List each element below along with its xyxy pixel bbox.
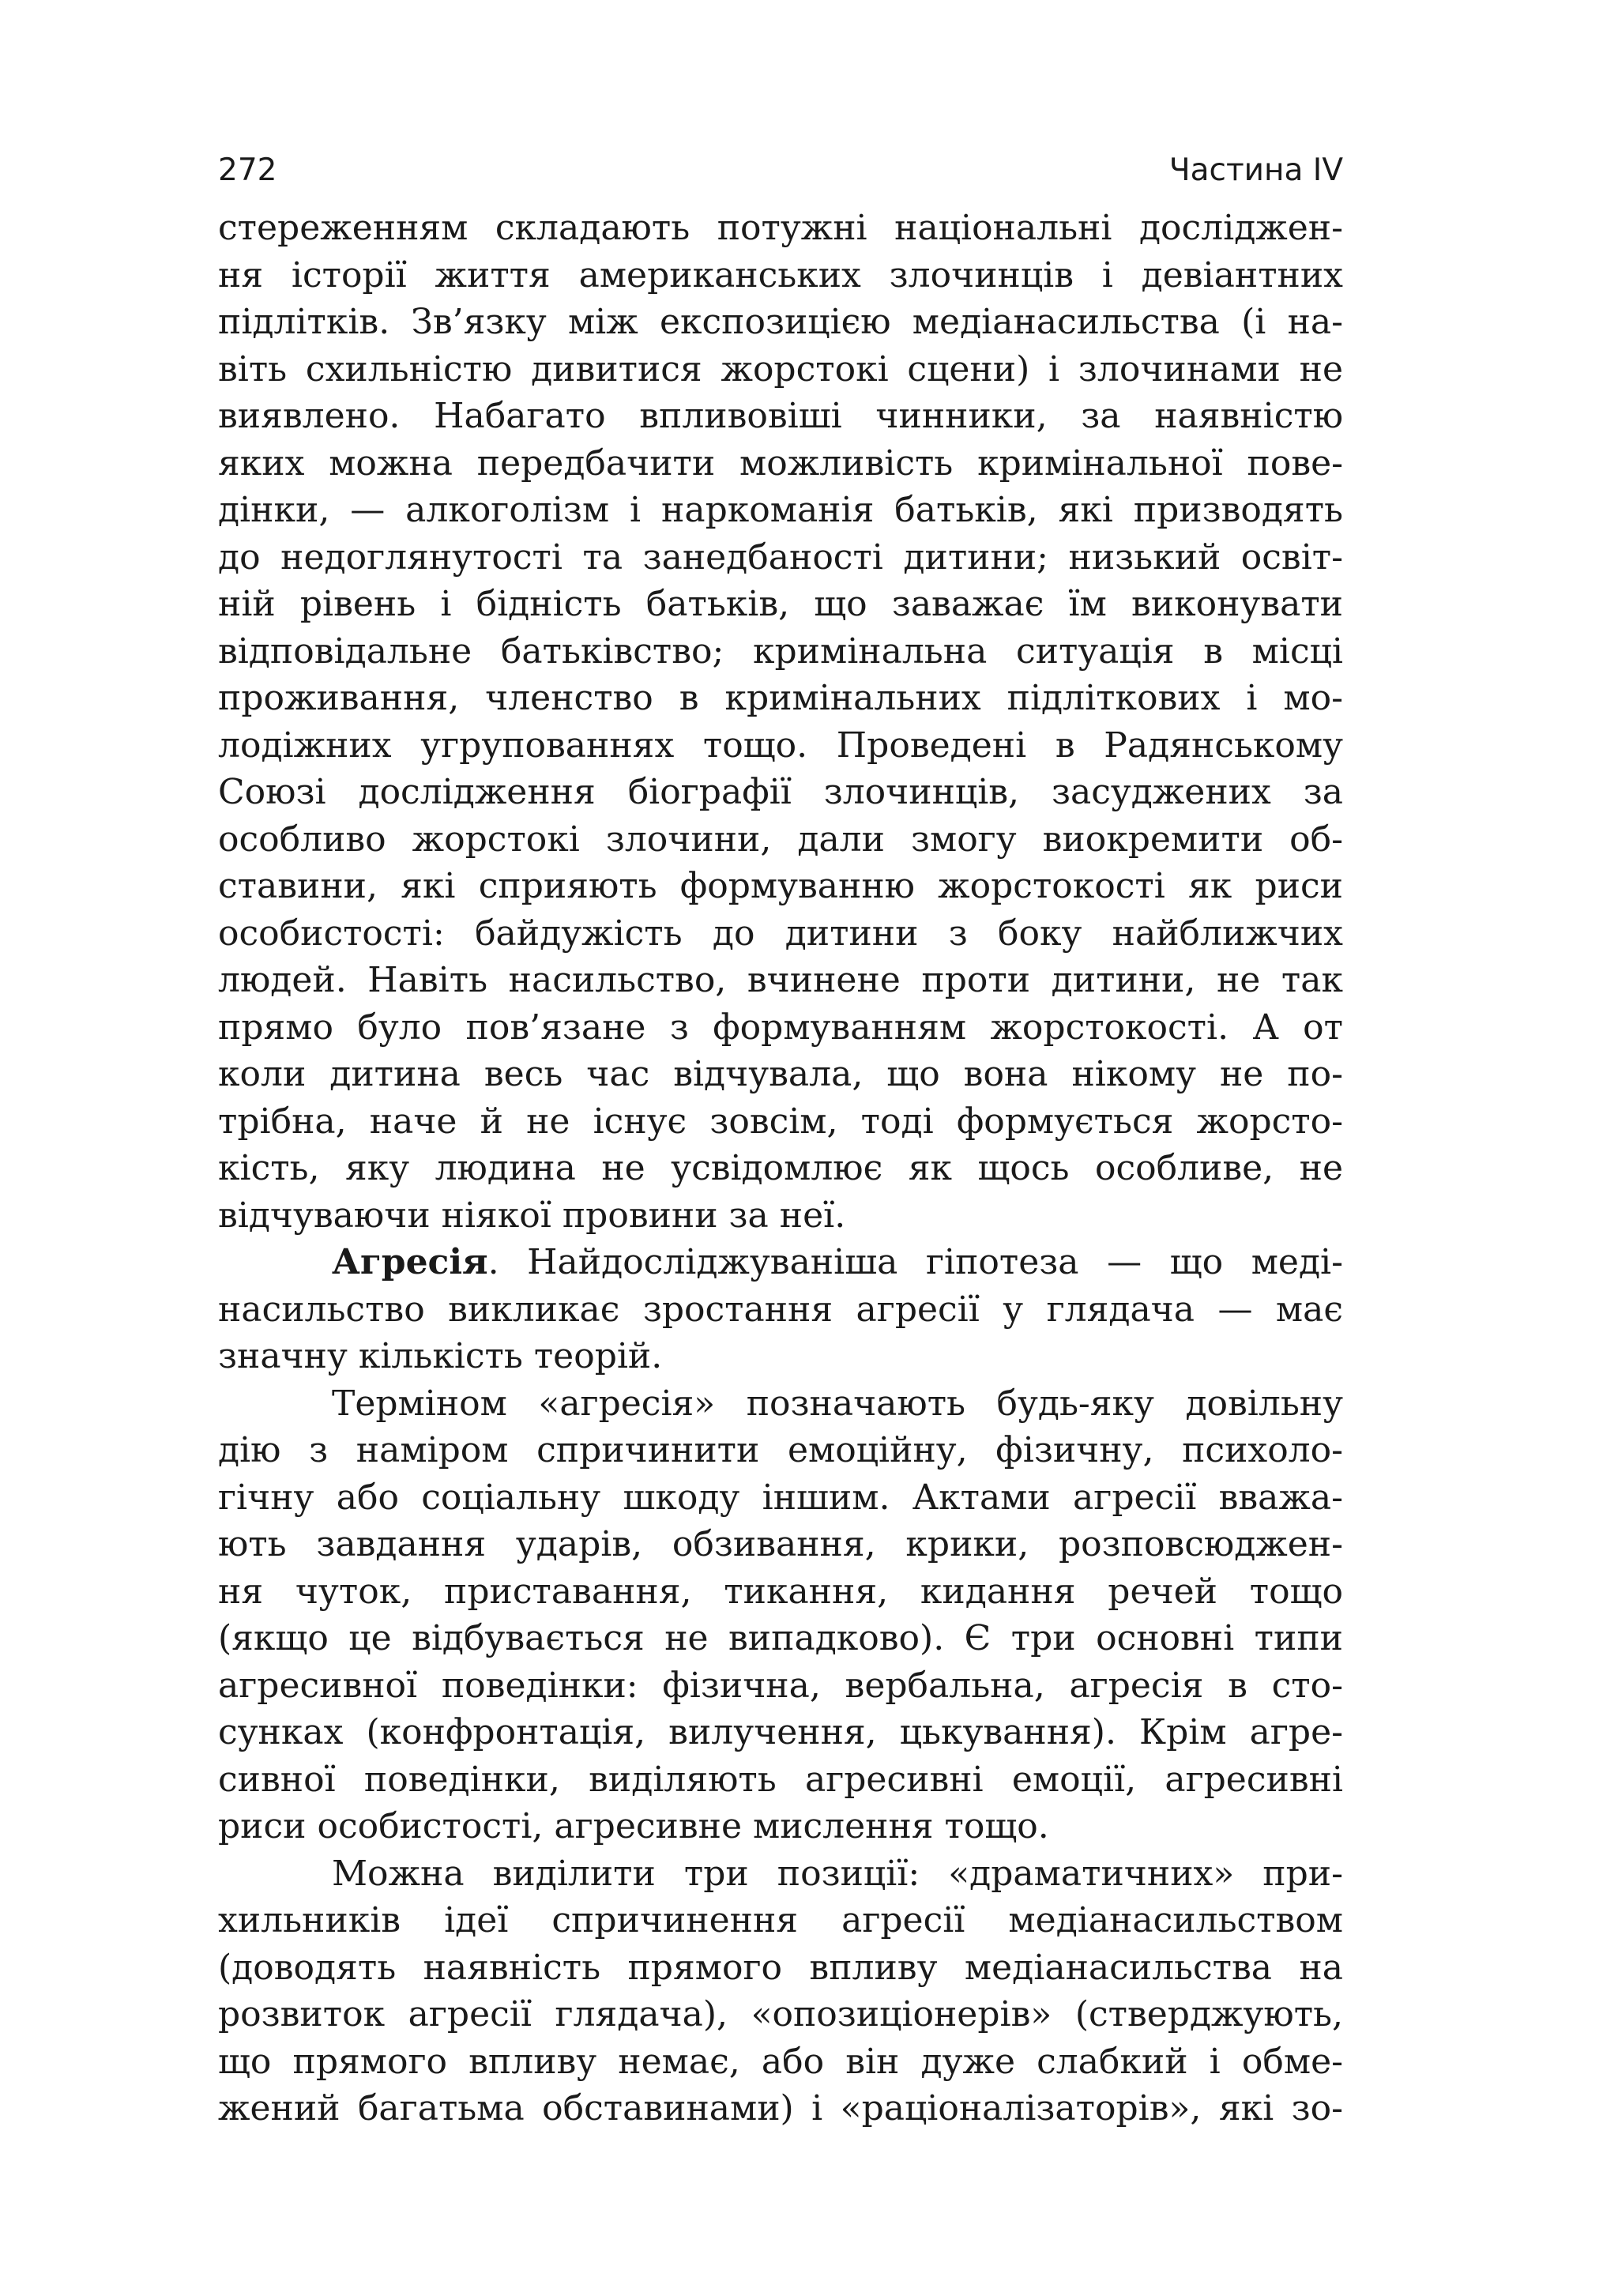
text-line: (якщо це відбувається не випадково). Є три основні типи (218, 1618, 1343, 1658)
text-line: (доводять наявність прямого впливу медіанасильства на (218, 1947, 1343, 1988)
text-line: прямо було пов’язане з формуванням жорстокості. А от (218, 1007, 1343, 1048)
text-line: Можна виділити три позиції: «драматичних» при- (332, 1853, 1343, 1894)
paragraph-continuation (218, 205, 1343, 1239)
text-line: особистості: байдужість до дитини з боку найближчих (218, 913, 1343, 954)
text-line: трібна, наче й не існує зовсім, тоді формується жорсто- (218, 1101, 1343, 1142)
text-line: дінки, — алкоголізм і наркоманія батьків, які призводять (218, 490, 1343, 530)
body-text (218, 205, 1343, 2132)
paragraph-positions (218, 1850, 1343, 2132)
text-line: жений багатьма обставинами) і «раціоналізаторів», які зо- (218, 2088, 1343, 2129)
text-line: Союзі дослідження біографії злочинців, засуджених за (218, 772, 1343, 812)
text-line: віть схильністю дивитися жорстокі сцени) і злочинами не (218, 348, 1343, 390)
text-line: розвиток агресії глядача), «опозиціонерів» (стверджують, (218, 1994, 1343, 2034)
text-line: сунках (конфронтація, вилучення, цькування). Крім агре- (218, 1712, 1343, 1752)
text-line: Терміном «агресія» позначають будь-яку довільну (332, 1383, 1343, 1424)
text-line: людей. Навіть насильство, вчинене проти дитини, не так (218, 960, 1343, 1000)
text-line: відчуваючи ніякої провини за неї. (218, 1195, 846, 1236)
text-line: підлітків. Зв’язку між експозицією медіанасильства (і на- (218, 302, 1343, 342)
text-line: агресивної поведінки: фізична, вербальна, агресія в сто- (218, 1665, 1343, 1706)
text-line: кість, яку людина не усвідомлює як щось особливе, не (218, 1148, 1343, 1188)
text-line: значну кількість теорій. (218, 1336, 663, 1376)
text-line (218, 1239, 1343, 1286)
text-line: сивної поведінки, виділяють агресивні емоції, агресивні (218, 1759, 1343, 1800)
text-line: ють завдання ударів, обзивання, крики, розповсюджен- (218, 1524, 1343, 1564)
page-number: 272 (218, 152, 277, 188)
text-line: до недоглянутості та занедбаності дитини; низький освіт- (218, 536, 1343, 578)
text-line: лодіжних угрупованнях тощо. Проведені в Радянському (218, 725, 1343, 766)
text-line: хильників ідеї спричинення агресії медіанасильством (218, 1900, 1343, 1940)
text-line: коли дитина весь час відчувала, що вона нікому не по- (218, 1054, 1343, 1094)
text-line: яких можна передбачити можливість кримінальної пове- (218, 442, 1343, 484)
part-label: Частина IV (1168, 152, 1343, 188)
text-line: що прямого впливу немає, або він дуже слабкий і обме- (218, 2041, 1343, 2082)
text-fragment: . Найдосліджуваніша гіпотеза — що меді- (487, 1242, 1343, 1282)
text-line: ня чуток, приставання, тикання, кидання речей тощо (218, 1571, 1343, 1612)
text-line: риси особистості, агресивне мислення тощо. (218, 1806, 1049, 1846)
text-line: особливо жорстокі злочини, дали змогу виокремити об- (218, 819, 1343, 860)
text-line: виявлено. Набагато впливовіші чинники, за наявністю (218, 396, 1343, 436)
text-line: відповідальне батьківство; кримінальна ситуація в місці (218, 630, 1343, 672)
text-line: проживання, членство в кримінальних підліткових і мо- (218, 678, 1343, 718)
text-line: ня історії життя американських злочинців і девіантних (218, 254, 1343, 295)
text-line: ній рівень і бідність батьків, що заважає їм виконувати (218, 584, 1343, 624)
running-head (218, 149, 1343, 193)
text-line: гічну або соціальну шкоду іншим. Актами агресії вважа- (218, 1477, 1343, 1518)
text-line: насильство викликає зростання агресії у глядача — має (218, 1289, 1343, 1330)
term-aggression: Агресія (332, 1242, 488, 1282)
paragraph-aggression (218, 1239, 1343, 1380)
paragraph-definition (218, 1380, 1343, 1850)
text-line: ставини, які сприяють формуванню жорстокості як риси (218, 866, 1343, 906)
text-line: дію з наміром спричинити емоційну, фізичну, психоло- (218, 1430, 1343, 1470)
text-line: стереженням складають потужні національні досліджен- (218, 208, 1343, 248)
